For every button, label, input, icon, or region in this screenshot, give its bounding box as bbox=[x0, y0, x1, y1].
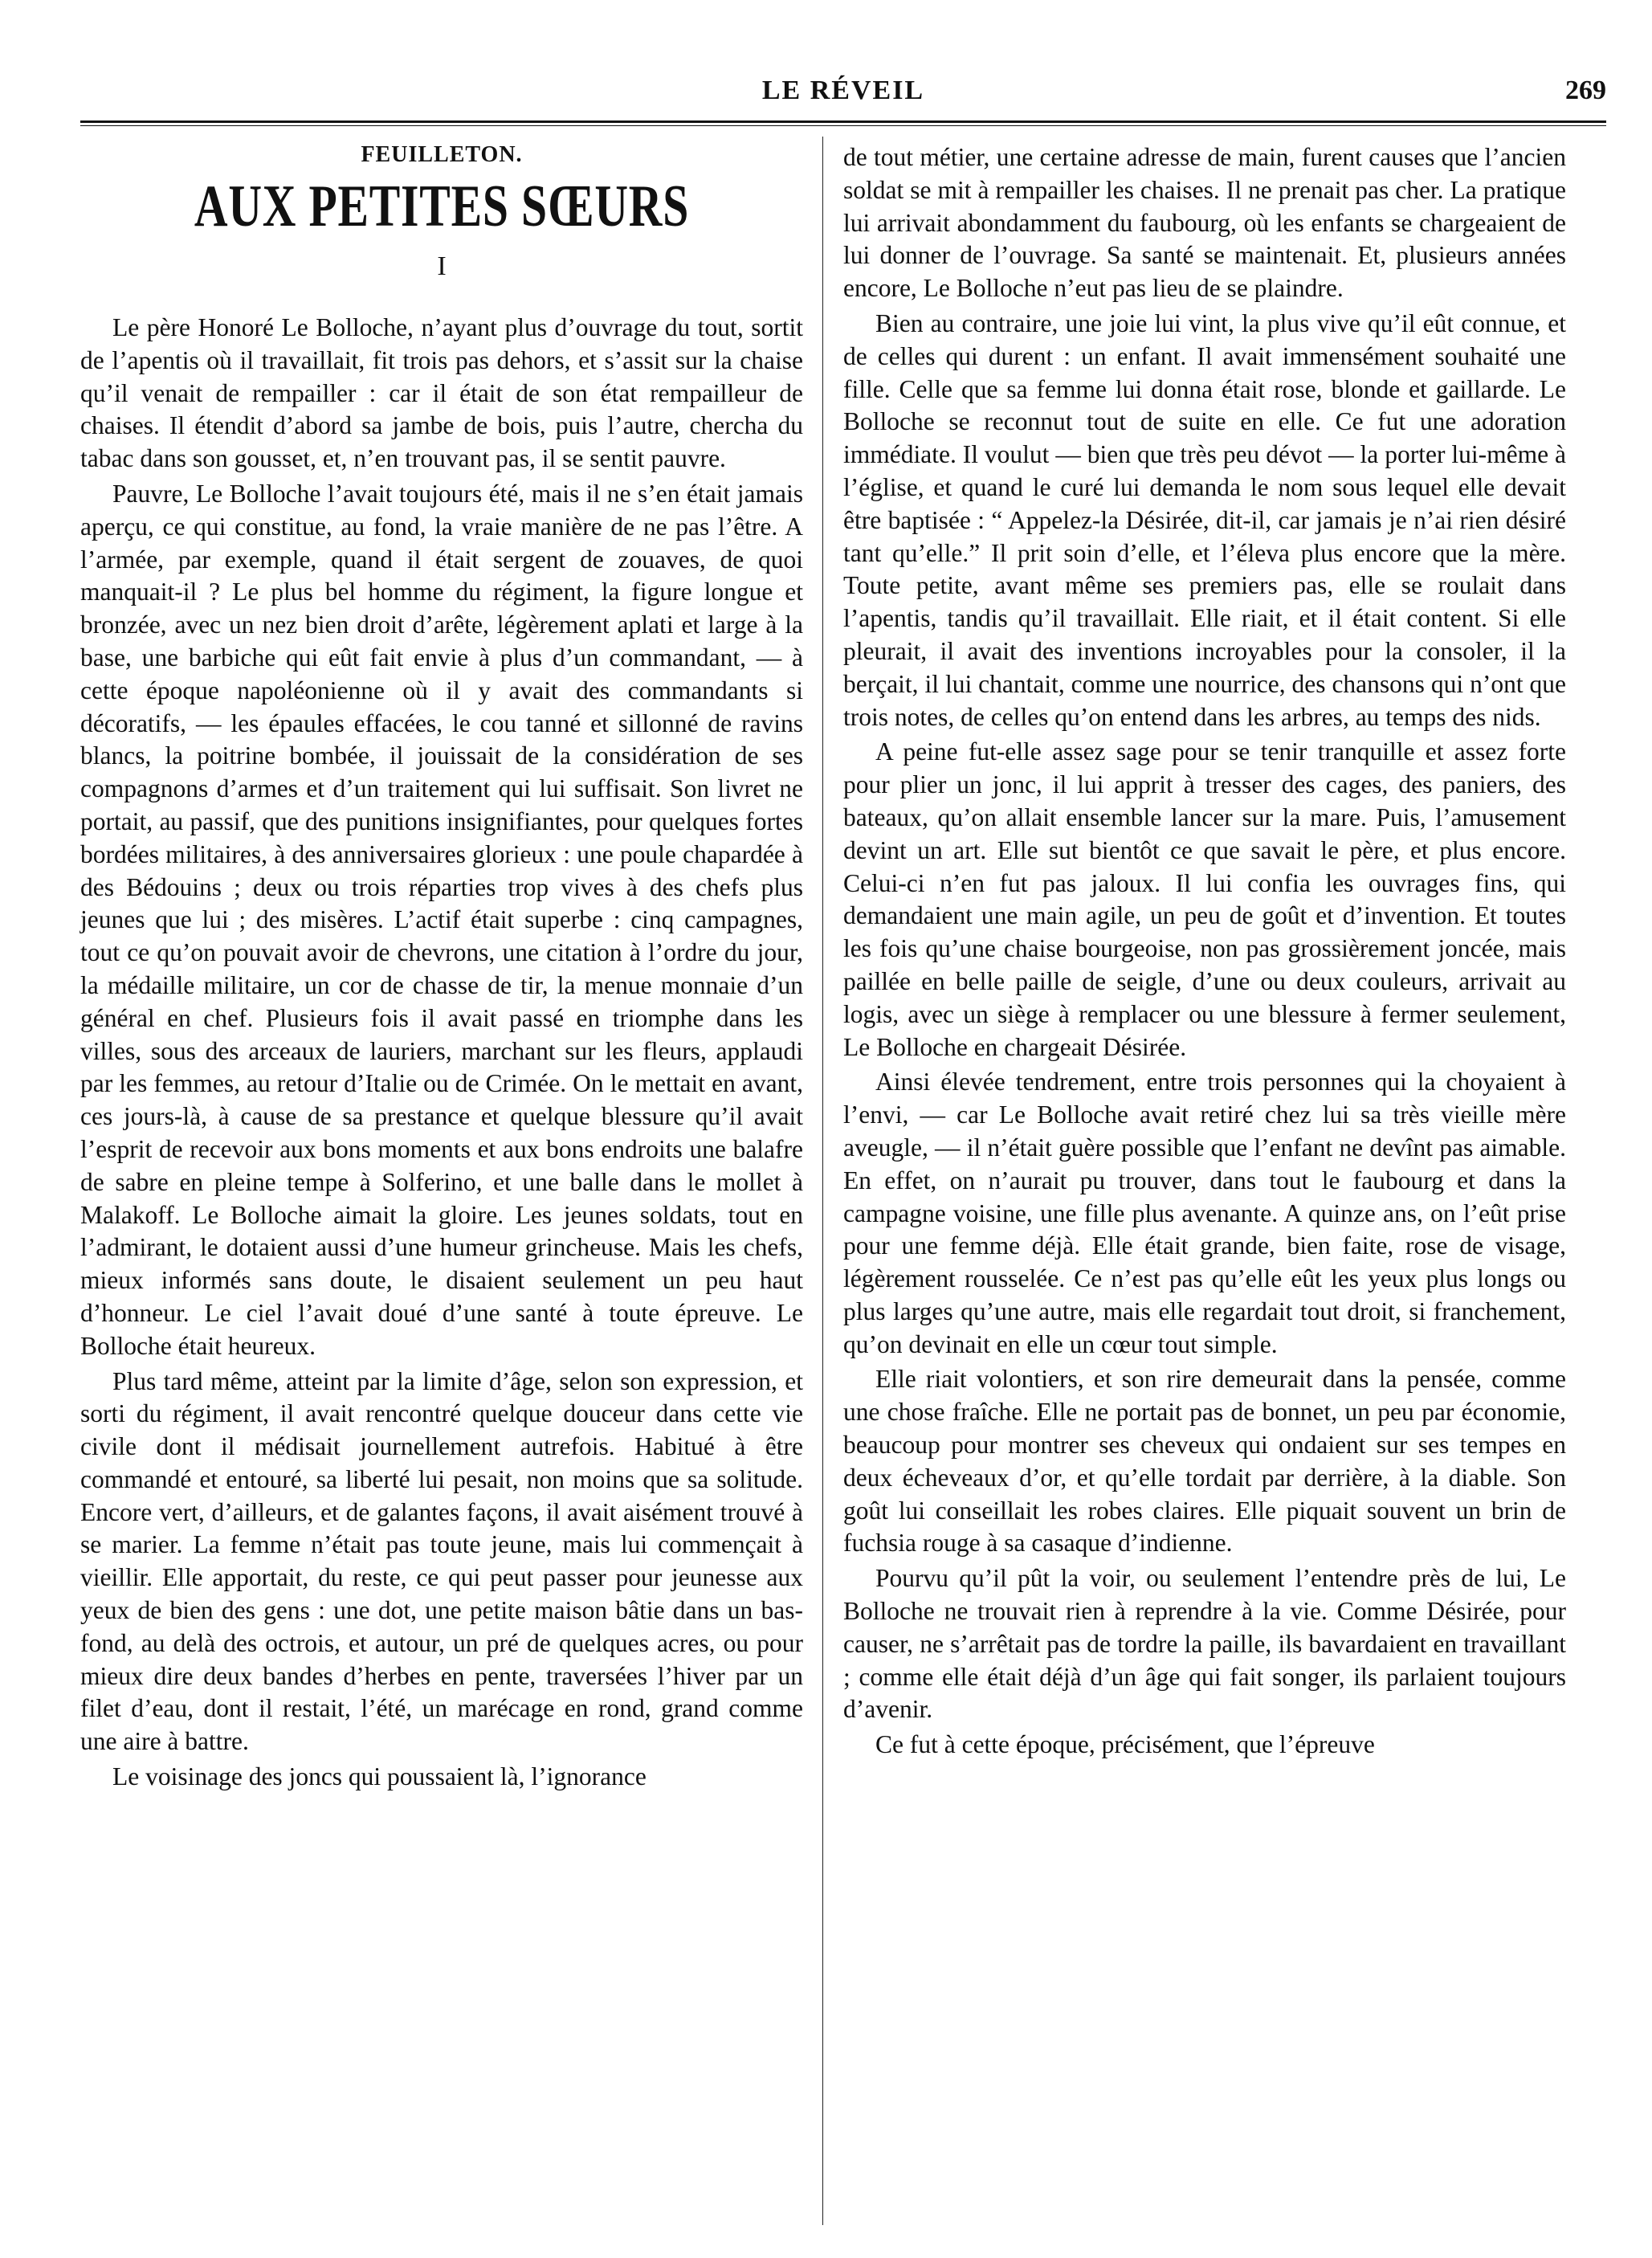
chapter-number: I bbox=[437, 251, 447, 281]
paragraph: Pourvu qu’il pût la voir, ou seulement l’entendre près de lui, Le Bolloche ne trouvait rien à reprendre à la vie. Comme Désirée, pour causer, ne s’arrêtait pas de tordre la paille, ils bavardaient en travaillant ; comme elle était déjà d’un âge qui fait songer, ils parlaient toujours d’avenir. bbox=[843, 1564, 1566, 1724]
newspaper-title: LE RÉVEIL bbox=[761, 76, 925, 105]
paragraph: Elle riait volontiers, et son rire demeurait dans la pensée, comme une chose fraîche. Elle ne portait pas de bonnet, un peu par économie, beaucoup pour montrer ses cheveux qui ondaient sur ses tempes en deux écheveaux d’or, et qu’elle tordait par derrière, à la diable. Son goût lui conseillait les robes claires. Elle piquait souvent un brin de fuchsia rouge à sa casaque d’indienne. bbox=[843, 1365, 1566, 1558]
paragraph: A peine fut-elle assez sage pour se tenir tranquille et assez forte pour plier un jonc, il lui apprit à tresser des cages, des paniers, des bateaux, qu’on allait ensemble lancer sur la mare. Puis, l’amusement devint un art. Elle sut bientôt ce que savait le père, et plus encore. Celui-ci n’en fut pas jaloux. Il lui confia les ouvrages fins, qui demandaient une main agile, un peu de goût et d’invention. Et toutes les fois qu’une chaise bourgeoise, non pas grossièrement joncée, mais paillée en belle paille de seigle, d’une ou deux couleurs, arrivait au logis, avec un siège à remplacer ou une blessure à fermer seulement, Le Bolloche en chargeait Désirée. bbox=[843, 737, 1566, 1061]
page-number: 269 bbox=[1565, 76, 1606, 105]
paragraph: Le voisinage des joncs qui poussaient là, l’ignorance bbox=[112, 1762, 647, 1791]
header-rule bbox=[80, 120, 1606, 123]
paragraph: de tout métier, une certaine adresse de main, furent causes que l’ancien soldat se mit à rempailler les chaises. Il ne prenait pas cher. La pratique lui arrivait abondamment du faubourg, où les enfants se chargeaient de lui donner de l’ouvrage. Sa santé se maintenait. Et, plusieurs années encore, Le Bolloche n’eut pas lieu de se plaindre. bbox=[843, 143, 1566, 303]
paragraph: Plus tard même, atteint par la limite d’âge, selon son expression, et sorti du régiment, il avait rencontré quelque douceur dans cette vie civile dont il médisait journellement autrefois. Habitué à être commandé et entouré, sa liberté lui pesait, non moins que sa solitude. Encore vert, d’ailleurs, et de galantes façons, il avait aisément trouvé à se marier. La femme n’était pas toute jeune, mais lui commençait à vieillir. Elle apportait, du reste, ce qui peut passer pour jeunesse aux yeux de bien des gens : une dot, une petite maison bâtie dans un bas-fond, au delà des octrois, et autour, un pré de quelques acres, ou pour mieux dire deux bandes d’herbes en pente, traversées l’hiver par un filet d’eau, dont il restait, l’été, un marécage en rond, grand comme une aire à battre. bbox=[80, 1366, 803, 1756]
paragraph: Ce fut à cette époque, précisément, que l’épreuve bbox=[875, 1730, 1375, 1759]
page-header bbox=[80, 71, 1606, 119]
right-column bbox=[843, 141, 1566, 1764]
paragraph: Le père Honoré Le Bolloche, n’ayant plus d’ouvrage du tout, sortit de l’apentis où il travaillait, fit trois pas dehors, et s’assit sur la chaise qu’il venait de rempailler : car il était de son état rempailleur de chaises. Il étendit d’abord sa jambe de bois, puis l’autre, chercha du tabac dans son gousset, et, n’en trouvant pas, il se sentit pauvre. bbox=[80, 313, 803, 473]
section-kicker: FEUILLETON. bbox=[361, 142, 523, 167]
article-headline: AUX PETITES SŒURS bbox=[194, 174, 690, 239]
left-column bbox=[80, 141, 803, 1796]
column-divider bbox=[822, 137, 823, 2225]
paragraph: Bien au contraire, une joie lui vint, la plus vive qu’il eût connue, et de celles qui durent : un enfant. Il avait immensément souhaité une fille. Celle que sa femme lui donna était rose, blonde et gaillarde. Le Bolloche se reconnut tout de suite en elle. Ce fut une adoration immédiate. Il voulut — bien que très peu dévot — la porter lui-même à l’église, et quand le curé lui demanda le nom sous lequel elle devait être baptisée : “ Appelez-la Désirée, dit-il, car jamais je n’ai rien désiré tant qu’elle.” Il prit soin d’elle, et l’éleva plus encore que la mère. Toute petite, avant même ses premiers pas, elle se roulait dans l’apentis, tandis qu’il travaillait. Elle riait, et il était content. Si elle pleurait, il avait des inventions incroyables pour la consoler, il la berçait, il lui chantait, comme une nourrice, des chansons qui n’ont que trois notes, de celles qu’on entend dans les arbres, au temps des nids. bbox=[843, 308, 1566, 731]
paragraph: Pauvre, Le Bolloche l’avait toujours été, mais il ne s’en était jamais aperçu, ce qui constitue, au fond, la vraie manière de ne pas l’être. A l’armée, par exemple, quand il était sergent de zouaves, de quoi manquait-il ? Le plus bel homme du régiment, la figure longue et bronzée, avec un nez bien droit d’arête, légèrement aplati et large à la base, une barbiche qui eût fait envie à plus d’un commandant, — à cette époque napoléonienne où il y avait des commandants si décoratifs, — les épaules effacées, le cou tanné et sillonné de ravins blancs, la poitrine bombée, il jouissait de la considération de ses compagnons d’armes et d’un traitement qui lui suffisait. Son livret ne portait, au passif, que des punitions insignifiantes, pour quelques fortes bordées militaires, à des anniversaires glorieux : une poule chapardée à des Bédouins ; deux ou trois réparties trop vives à des chefs plus jeunes que lui ; des misères. L’actif était superbe : cinq campagnes, tout ce qu’on pouvait avoir de chevrons, une citation à l’ordre du jour, la médaille militaire, un cor de chasse de tir, la menue monnaie d’un général en chef. Plusieurs fois il avait passé en triomphe dans les villes, sous des arceaux de lauriers, marchant sur les fleurs, applaudi par les femmes, au retour d’Italie ou de Crimée. On le mettait en avant, ces jours-là, à cause de sa prestance et quelque blessure qu’il avait l’esprit de recevoir aux bons moments et aux bons endroits une balafre de sabre en pleine tempe à Solferino, et une balle dans le mollet à Malakoff. Le Bolloche aimait la gloire. Les jeunes soldats, tout en l’admirant, le dotaient aussi d’une humeur grincheuse. Mais les chefs, mieux informés sans doute, le disaient seulement un peu haut d’honneur. Le ciel l’avait doué d’une santé à toute épreuve. Le Bolloche était heureux. bbox=[80, 479, 803, 1360]
header-rule-thin bbox=[80, 125, 1606, 126]
paragraph: Ainsi élevée tendrement, entre trois personnes qui la choyaient à l’envi, — car Le Bolloche avait retiré chez lui sa très vieille mère aveugle, — il n’était guère possible que l’enfant ne devînt pas aimable. En effet, on n’aurait pu trouver, dans tout le faubourg et dans la campagne voisine, une fille plus avenante. A quinze ans, on l’eût prise pour une femme déjà. Elle était grande, bien faite, rose de visage, légèrement rousselée. Ce n’est pas qu’elle eût les yeux plus longs ou plus larges qu’une autre, mais elle regardait tout droit, si franchement, qu’on devinait en elle un cœur tout simple. bbox=[843, 1068, 1566, 1358]
